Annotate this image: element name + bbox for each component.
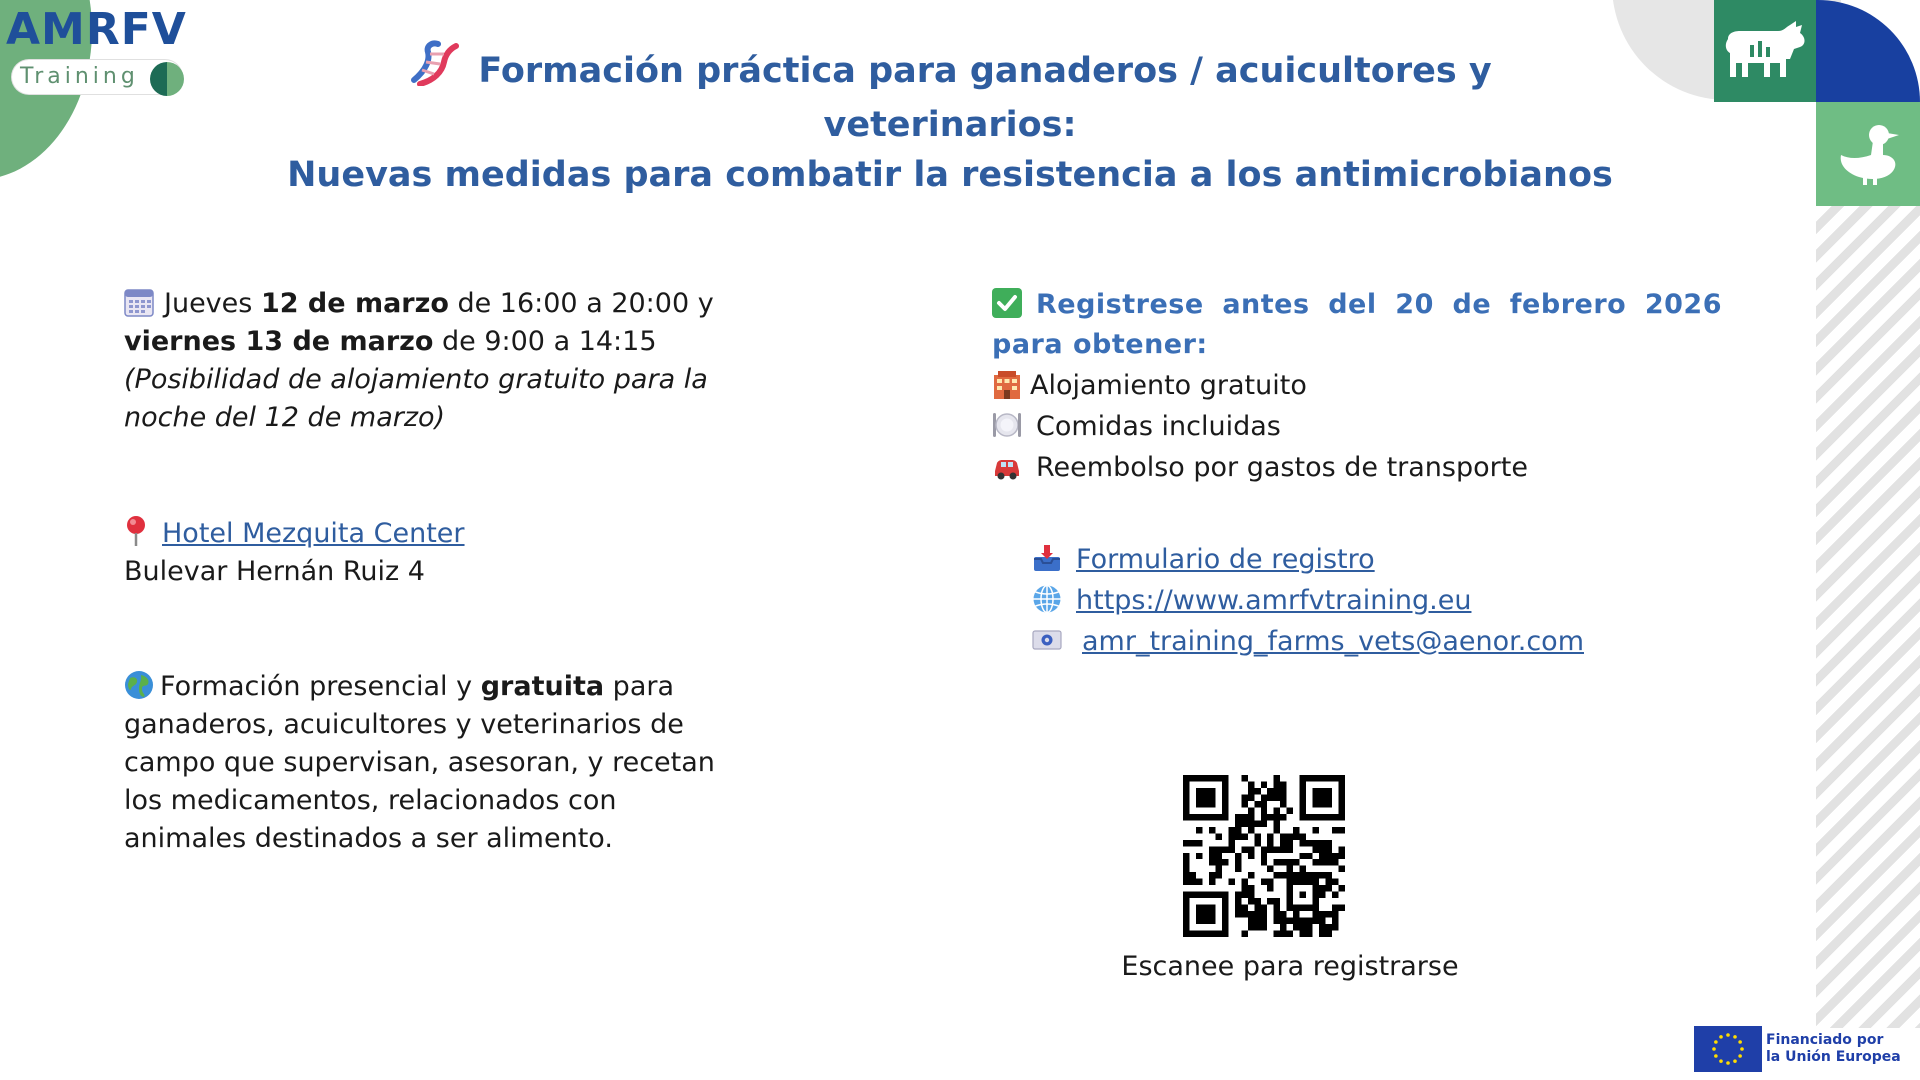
calendar-icon: [124, 287, 154, 317]
email-link[interactable]: amr_training_farms_vets@aenor.com: [1082, 626, 1584, 657]
web-link-row: [1032, 580, 1732, 621]
registration-block: [992, 285, 1722, 488]
email-link-row: [1032, 621, 1732, 662]
day2-date: viernes 13 de marzo: [124, 326, 434, 357]
venue-link[interactable]: Hotel Mezquita Center: [162, 518, 465, 549]
form-link-row: [1032, 539, 1732, 580]
registration-qr-code[interactable]: [1183, 775, 1345, 937]
globe-icon: [124, 670, 154, 700]
benefit-accommodation: [992, 365, 1722, 406]
training-free: gratuita: [480, 671, 605, 702]
checkbox-icon: [992, 288, 1022, 318]
benefit-transport: [992, 447, 1722, 488]
decor-blue-quarter: [1816, 0, 1920, 102]
car-icon: [992, 451, 1022, 481]
registration-form-link[interactable]: Formulario de registro: [1076, 544, 1375, 575]
venue-block: [124, 515, 764, 591]
eu-funding-line-2: la Unión Europea: [1766, 1049, 1901, 1065]
training-description: para ganaderos, acuicultores y veterinarios de campo que supervisan, asesoran, y recetan los medicamentos, relacionados con animales destinados a ser alimento.: [124, 671, 715, 854]
globe-grid-icon: [1032, 584, 1062, 614]
registration-heading-wrap: [992, 285, 1722, 365]
day1-prefix: Jueves: [164, 288, 261, 319]
amrfv-logo: [6, 6, 186, 94]
title-line-1: Formación práctica para ganaderos / acuicultores y veterinarios:: [478, 51, 1492, 145]
qr-caption: Escanee para registrarse: [1121, 951, 1459, 982]
day1-date: 12 de marzo: [260, 288, 449, 319]
venue-address: Bulevar Hernán Ruiz 4: [124, 556, 425, 587]
title-line-2: Nuevas medidas para combatir la resistencia a los antimicrobianos: [287, 155, 1613, 195]
benefit-label: Reembolso por gastos de transporte: [1036, 452, 1528, 483]
benefit-list: [992, 365, 1722, 488]
inbox-tray-icon: [1032, 543, 1062, 573]
training-prefix: Formación presencial y: [160, 671, 481, 702]
logo-word: AMRFV: [6, 4, 187, 55]
training-block: [124, 668, 744, 858]
benefit-label: Comidas incluidas: [1036, 411, 1281, 442]
eu-stars-icon: [1694, 1026, 1762, 1072]
accommodation-note: (Posibilidad de alojamiento gratuito para la noche del 12 de marzo): [124, 364, 708, 433]
cow-tile: [1714, 0, 1816, 102]
contact-links: [1032, 539, 1732, 662]
email-icon: [1032, 625, 1062, 655]
eu-funding-line-1: Financiado por: [1766, 1032, 1884, 1048]
location-pin-icon: [124, 515, 148, 545]
duck-icon: [1833, 119, 1903, 189]
eu-funding-label: [1766, 1032, 1901, 1066]
dna-icon: [408, 40, 460, 100]
logo-dot: [150, 62, 184, 96]
page-title: [280, 40, 1620, 200]
hotel-icon: [992, 369, 1022, 399]
plate-cutlery-icon: [992, 410, 1022, 440]
cow-icon: [1722, 19, 1808, 83]
website-link[interactable]: https://www.amrfvtraining.eu: [1076, 585, 1472, 616]
decor-stripes: [1816, 206, 1920, 1028]
duck-tile: [1816, 102, 1920, 206]
logo-sub: Training: [20, 64, 139, 89]
day2-time: de 9:00 a 14:15: [433, 326, 657, 357]
benefit-meals: [992, 406, 1722, 447]
registration-heading: Registrese antes del 20 de febrero 2026 para obtener:: [992, 289, 1722, 360]
day1-time: de 16:00 a 20:00 y: [448, 288, 714, 319]
eu-flag: [1694, 1026, 1762, 1072]
schedule-block: [124, 285, 764, 437]
benefit-label: Alojamiento gratuito: [1030, 370, 1307, 401]
